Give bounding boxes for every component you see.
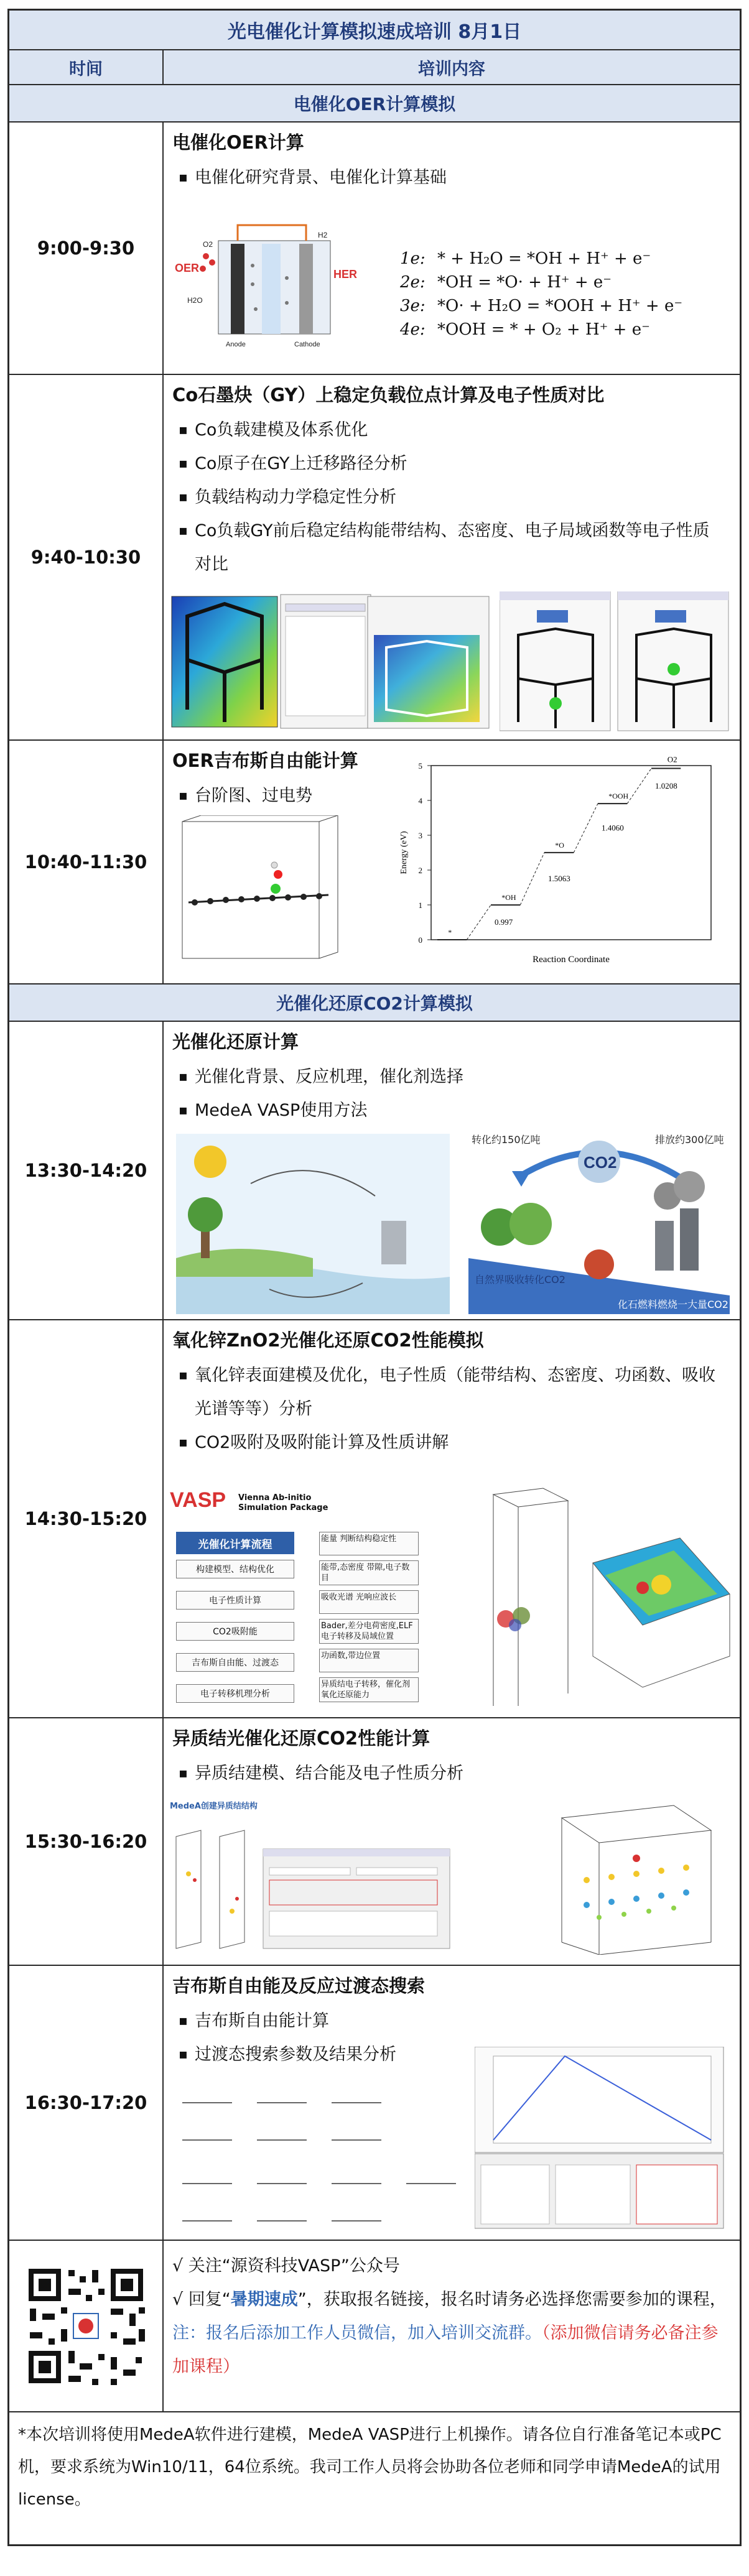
table-header <box>9 50 740 85</box>
zno-surface-figure <box>456 1482 736 1712</box>
co2-bubble-label: CO2 <box>584 1153 617 1172</box>
y-axis-label: Energy (eV) <box>399 831 409 874</box>
step-annotation: 0.997 <box>495 917 513 927</box>
list-item: ▪ 负载结构动力学稳定性分析 <box>172 481 731 514</box>
flow-step: CO2吸附能 <box>176 1622 294 1641</box>
list-item: ▪ Co原子在GY上迁移路径分析 <box>172 447 731 481</box>
table-row <box>9 123 740 375</box>
free-energy-step-chart <box>394 753 730 972</box>
y-tick-label: 4 <box>418 796 422 805</box>
contact-line-2: √ 回复“暑期速成”，获取报名链接，报名时请务必选择您需要参加的课程， <box>172 2290 727 2309</box>
o2-label: O2 <box>203 240 213 249</box>
table-row <box>9 741 740 985</box>
list-item: ▪ 吉布斯自由能计算 <box>172 2004 731 2038</box>
top-step-label: O2 <box>667 754 677 764</box>
keyword: 暑期速成 <box>230 2290 298 2309</box>
calc-flowchart <box>170 1488 444 1712</box>
step-connector <box>627 768 651 804</box>
reaction-pathway-scheme <box>170 2078 468 2233</box>
step-label: *OOH <box>608 792 629 801</box>
adsorption-structure <box>176 815 350 971</box>
flow-title: 光催化计算流程 <box>176 1532 294 1554</box>
contact-line-3: 注：报名后添加工作人员微信，加入培训交流群。（添加微信请务必备注参加课程） <box>172 2323 719 2376</box>
row-topic: 氧化锌ZnO2光催化还原CO2性能模拟 <box>172 1330 484 1351</box>
row-topic: 吉布斯自由能及反应过渡态搜索 <box>172 1975 426 1996</box>
step-annotation: 1.0208 <box>655 781 677 790</box>
y-tick-label: 5 <box>418 761 422 771</box>
section-oer: 电催化OER计算模拟 <box>9 85 740 123</box>
flow-step: 电子转移机理分析 <box>176 1684 294 1703</box>
flow-step: 电子性质计算 <box>176 1591 294 1610</box>
step-annotation: 1.4060 <box>602 823 624 833</box>
row-topic: 异质结光催化还原CO2性能计算 <box>172 1728 430 1749</box>
footnote: *本次培训将使用MedeA软件进行建模，MedeA VASP进行上机操作。请各位自行准备笔记本或PC机，要求系统为Win10/11，64位系统。我司工作人员将会协助各位老师和同学申请MedeA的试用license。 <box>18 2425 722 2509</box>
list-item: ▪ CO2吸附及吸附能计算及性质讲解 <box>172 1426 731 1460</box>
anode-label: Anode <box>226 341 246 348</box>
heterojunction-title: MedeA创建异质结结构 <box>170 1802 258 1811</box>
list-item: ▪ 台阶图、过电势 <box>172 779 731 813</box>
carbon-cycle-figure <box>176 1134 450 1314</box>
list-item: ▪ 光催化背景、反应机理，催化剂选择 <box>172 1060 731 1094</box>
list-item: ▪ Co负载GY前后稳定结构能带结构、态密度、电子局域函数等电子性质对比 <box>172 514 731 581</box>
x-axis-label: Reaction Coordinate <box>533 955 610 965</box>
elf-screenshots <box>169 591 492 732</box>
row-topic: Co石墨炔（GY）上稳定负载位点计算及电子性质对比 <box>172 384 605 405</box>
row-time: 16:30-17:20 <box>9 1966 164 2240</box>
table-row <box>9 375 740 741</box>
row-time: 13:30-14:20 <box>9 1022 164 1319</box>
page-title: 光电催化计算模拟速成培训 8月1日 <box>9 11 740 50</box>
step-connector <box>467 905 491 940</box>
y-tick-label: 0 <box>418 935 422 945</box>
row-topic: 电催化OER计算 <box>172 132 304 153</box>
y-tick-label: 3 <box>418 831 422 840</box>
flow-step: 构建模型、结构优化 <box>176 1560 294 1578</box>
row-time: 15:30-16:20 <box>9 1718 164 1965</box>
flow-detail: 功函数,带边位置 <box>319 1649 419 1672</box>
list-item: ▪ 电催化研究背景、电催化计算基础 <box>172 161 731 195</box>
table-row <box>9 1718 740 1966</box>
flow-detail: 能带,态密度 带隙,电子数目 <box>319 1560 419 1585</box>
list-item: ▪ 异质结建模、结合能及电子性质分析 <box>172 1757 731 1791</box>
list-item: ▪ 过渡态搜索参数及结果分析 <box>172 2038 731 2072</box>
row-time: 14:30-15:20 <box>9 1320 164 1717</box>
list-item: ▪ 氧化锌表面建模及优化，电子性质（能带结构、态密度、功函数、吸收光谱等等）分析 <box>172 1359 731 1426</box>
caption-right: 排放约300亿吨 <box>655 1134 724 1146</box>
section-co2: 光催化还原CO2计算模拟 <box>9 985 740 1022</box>
transition-state-screenshot <box>475 2047 730 2233</box>
oer-label: OER <box>175 262 200 274</box>
contact-row <box>9 2241 740 2412</box>
header-time: 时间 <box>9 50 164 84</box>
caption-bottom-right: 化石燃料燃烧一大量CO2 <box>618 1299 728 1310</box>
vasp-logo: VASP <box>170 1488 226 1512</box>
step-connector <box>574 804 598 853</box>
electrolysis-cell-figure <box>169 210 368 365</box>
h2o-label: H2O <box>187 296 203 305</box>
row-time: 9:40-10:30 <box>9 375 164 739</box>
header-content: 培训内容 <box>418 59 485 79</box>
step-label: *O <box>555 840 564 850</box>
migration-path-figure <box>500 591 730 732</box>
co2-emission-figure <box>468 1134 730 1314</box>
list-item: ▪ Co负载建模及体系优化 <box>172 414 731 447</box>
her-label: HER <box>333 268 358 280</box>
table-row <box>9 1022 740 1320</box>
row-topic: OER吉布斯自由能计算 <box>172 750 358 771</box>
y-tick-label: 2 <box>418 866 422 875</box>
flow-detail: 吸收光谱 光响应波长 <box>319 1590 419 1614</box>
row-time: 10:40-11:30 <box>9 741 164 983</box>
step-label: *OH <box>501 893 516 902</box>
caption-left: 转化约150亿吨 <box>472 1134 541 1146</box>
step-label: * <box>448 928 452 937</box>
vasp-logo-subtitle: Vienna Ab-initio Simulation Package <box>238 1493 328 1513</box>
oer-equations: 1e: * + H₂O = *OH + H⁺ + e⁻ 2e: *OH = *O· + H⁺ + e⁻ 3e: *O· + H₂O = *OOH + H⁺ + e⁻ 4e: *OOH = * + O₂ + H⁺ + e⁻ <box>400 249 683 339</box>
table-row <box>9 1320 740 1718</box>
caption-bottom-left: 自然界吸收转化CO2 <box>475 1274 565 1286</box>
list-item: ▪ MedeA VASP使用方法 <box>172 1094 731 1128</box>
step-annotation: 1.5063 <box>548 874 570 883</box>
row-time: 9:00-9:30 <box>9 123 164 374</box>
contact-line-1: √ 关注“源资科技VASP”公众号 <box>172 2256 400 2276</box>
heterojunction-builder <box>170 1799 518 1955</box>
heterojunction-structure <box>549 1799 723 1955</box>
qr-code-icon[interactable] <box>24 2264 148 2388</box>
step-connector <box>520 853 544 905</box>
flow-detail: Bader,差分电荷密度,ELF 电子转移及局域位置 <box>319 1619 419 1644</box>
table-row <box>9 1966 740 2241</box>
flow-step: 吉布斯自由能、过渡态 <box>176 1653 294 1672</box>
h2-label: H2 <box>318 231 328 239</box>
row-topic: 光催化还原计算 <box>172 1031 299 1052</box>
schedule-table <box>7 9 742 2546</box>
cathode-label: Cathode <box>294 341 320 348</box>
contact-info <box>164 2241 740 2411</box>
flow-detail: 能量 判断结构稳定性 <box>319 1532 419 1555</box>
y-tick-label: 1 <box>418 901 422 910</box>
flow-detail: 异质结电子转移，催化剂氧化还原能力 <box>319 1677 419 1702</box>
